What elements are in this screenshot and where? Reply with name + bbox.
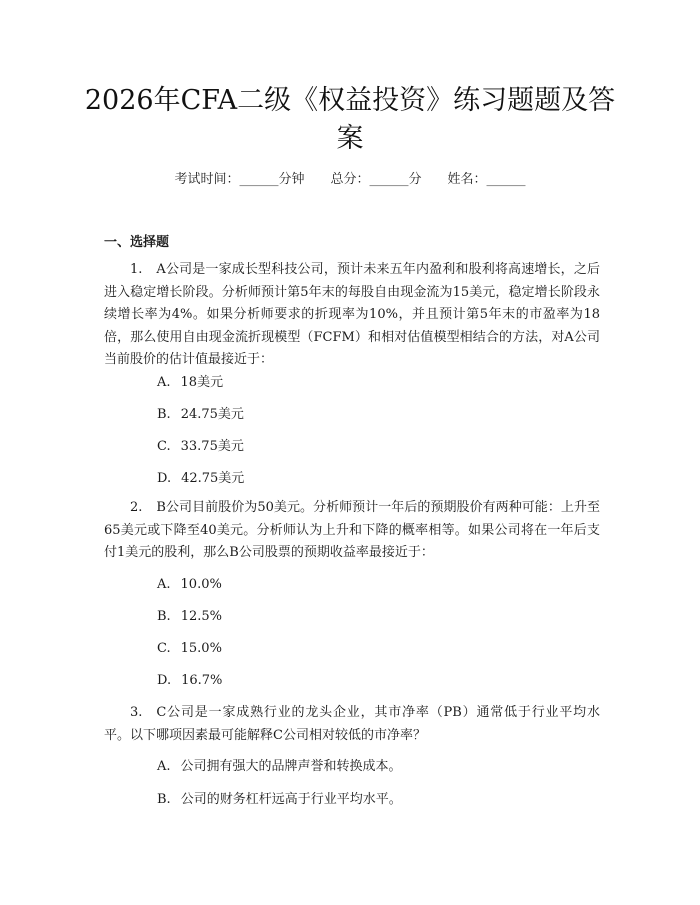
option-letter: D. bbox=[157, 673, 172, 688]
option-letter: A. bbox=[157, 375, 171, 390]
exam-time-label: 考试时间：______分钟 bbox=[174, 172, 305, 187]
option-text: 33.75美元 bbox=[180, 439, 244, 454]
question-2 bbox=[104, 497, 600, 565]
option-item bbox=[157, 791, 402, 809]
document-title: 2026年CFA二级《权益投资》练习题题及答案 bbox=[84, 85, 616, 154]
option-text: 16.7% bbox=[181, 673, 223, 688]
question-number: 2. bbox=[130, 500, 143, 515]
option-letter: C. bbox=[157, 439, 171, 454]
option-text: 24.75美元 bbox=[180, 407, 244, 422]
option-letter: D. bbox=[157, 471, 172, 486]
option-item bbox=[157, 608, 222, 626]
section-title: 一、选择题 bbox=[104, 235, 170, 250]
option-text: 公司拥有强大的品牌声誉和转换成本。 bbox=[180, 759, 402, 774]
option-item bbox=[157, 640, 222, 658]
question-text: A公司是一家成长型科技公司，预计未来五年内盈利和股利将高速增长，之后进入稳定增长阶段。分析师预计第5年末的每股自由现金流为15美元，稳定增长阶段永续增长率为4%。如果分析师要求的折现率为10%，并且预计第5年末的市盈率为18倍，那么使用自由现金流折现模型（FCFM）和相对估值模型相结合的方法，对A公司当前股价的估计值最接近于： bbox=[104, 262, 600, 367]
option-text: 15.0% bbox=[180, 641, 222, 656]
option-letter: B. bbox=[157, 609, 171, 624]
question-3 bbox=[104, 702, 600, 747]
total-score-label: 总分：______分 bbox=[330, 172, 422, 187]
option-letter: B. bbox=[157, 792, 171, 807]
option-item bbox=[157, 758, 402, 776]
option-letter: A. bbox=[157, 577, 171, 592]
option-item bbox=[157, 374, 223, 392]
question-number: 1. bbox=[130, 262, 143, 277]
option-letter: B. bbox=[157, 407, 171, 422]
option-item bbox=[157, 672, 222, 690]
question-number: 3. bbox=[130, 705, 143, 720]
option-text: 42.75美元 bbox=[181, 471, 245, 486]
name-label: 姓名：______ bbox=[447, 172, 526, 187]
exam-info bbox=[0, 168, 700, 187]
option-text: 公司的财务杠杆远高于行业平均水平。 bbox=[180, 792, 402, 807]
question-text: C公司是一家成熟行业的龙头企业，其市净率（PB）通常低于行业平均水平。以下哪项因素最可能解释C公司相对较低的市净率？ bbox=[104, 705, 600, 743]
option-item bbox=[157, 576, 222, 594]
option-letter: C. bbox=[157, 641, 171, 656]
option-item bbox=[157, 470, 244, 488]
option-item bbox=[157, 438, 244, 456]
option-text: 10.0% bbox=[180, 577, 222, 592]
option-text: 18美元 bbox=[180, 375, 224, 390]
question-1 bbox=[104, 259, 600, 372]
question-text: B公司目前股价为50美元。分析师预计一年后的预期股价有两种可能：上升至65美元或下降至40美元。分析师认为上升和下降的概率相等。如果公司将在一年后支付1美元的股利，那么B公司股票的预期收益率最接近于： bbox=[104, 500, 600, 560]
option-item bbox=[157, 406, 244, 424]
option-text: 12.5% bbox=[180, 609, 222, 624]
option-letter: A. bbox=[157, 759, 171, 774]
